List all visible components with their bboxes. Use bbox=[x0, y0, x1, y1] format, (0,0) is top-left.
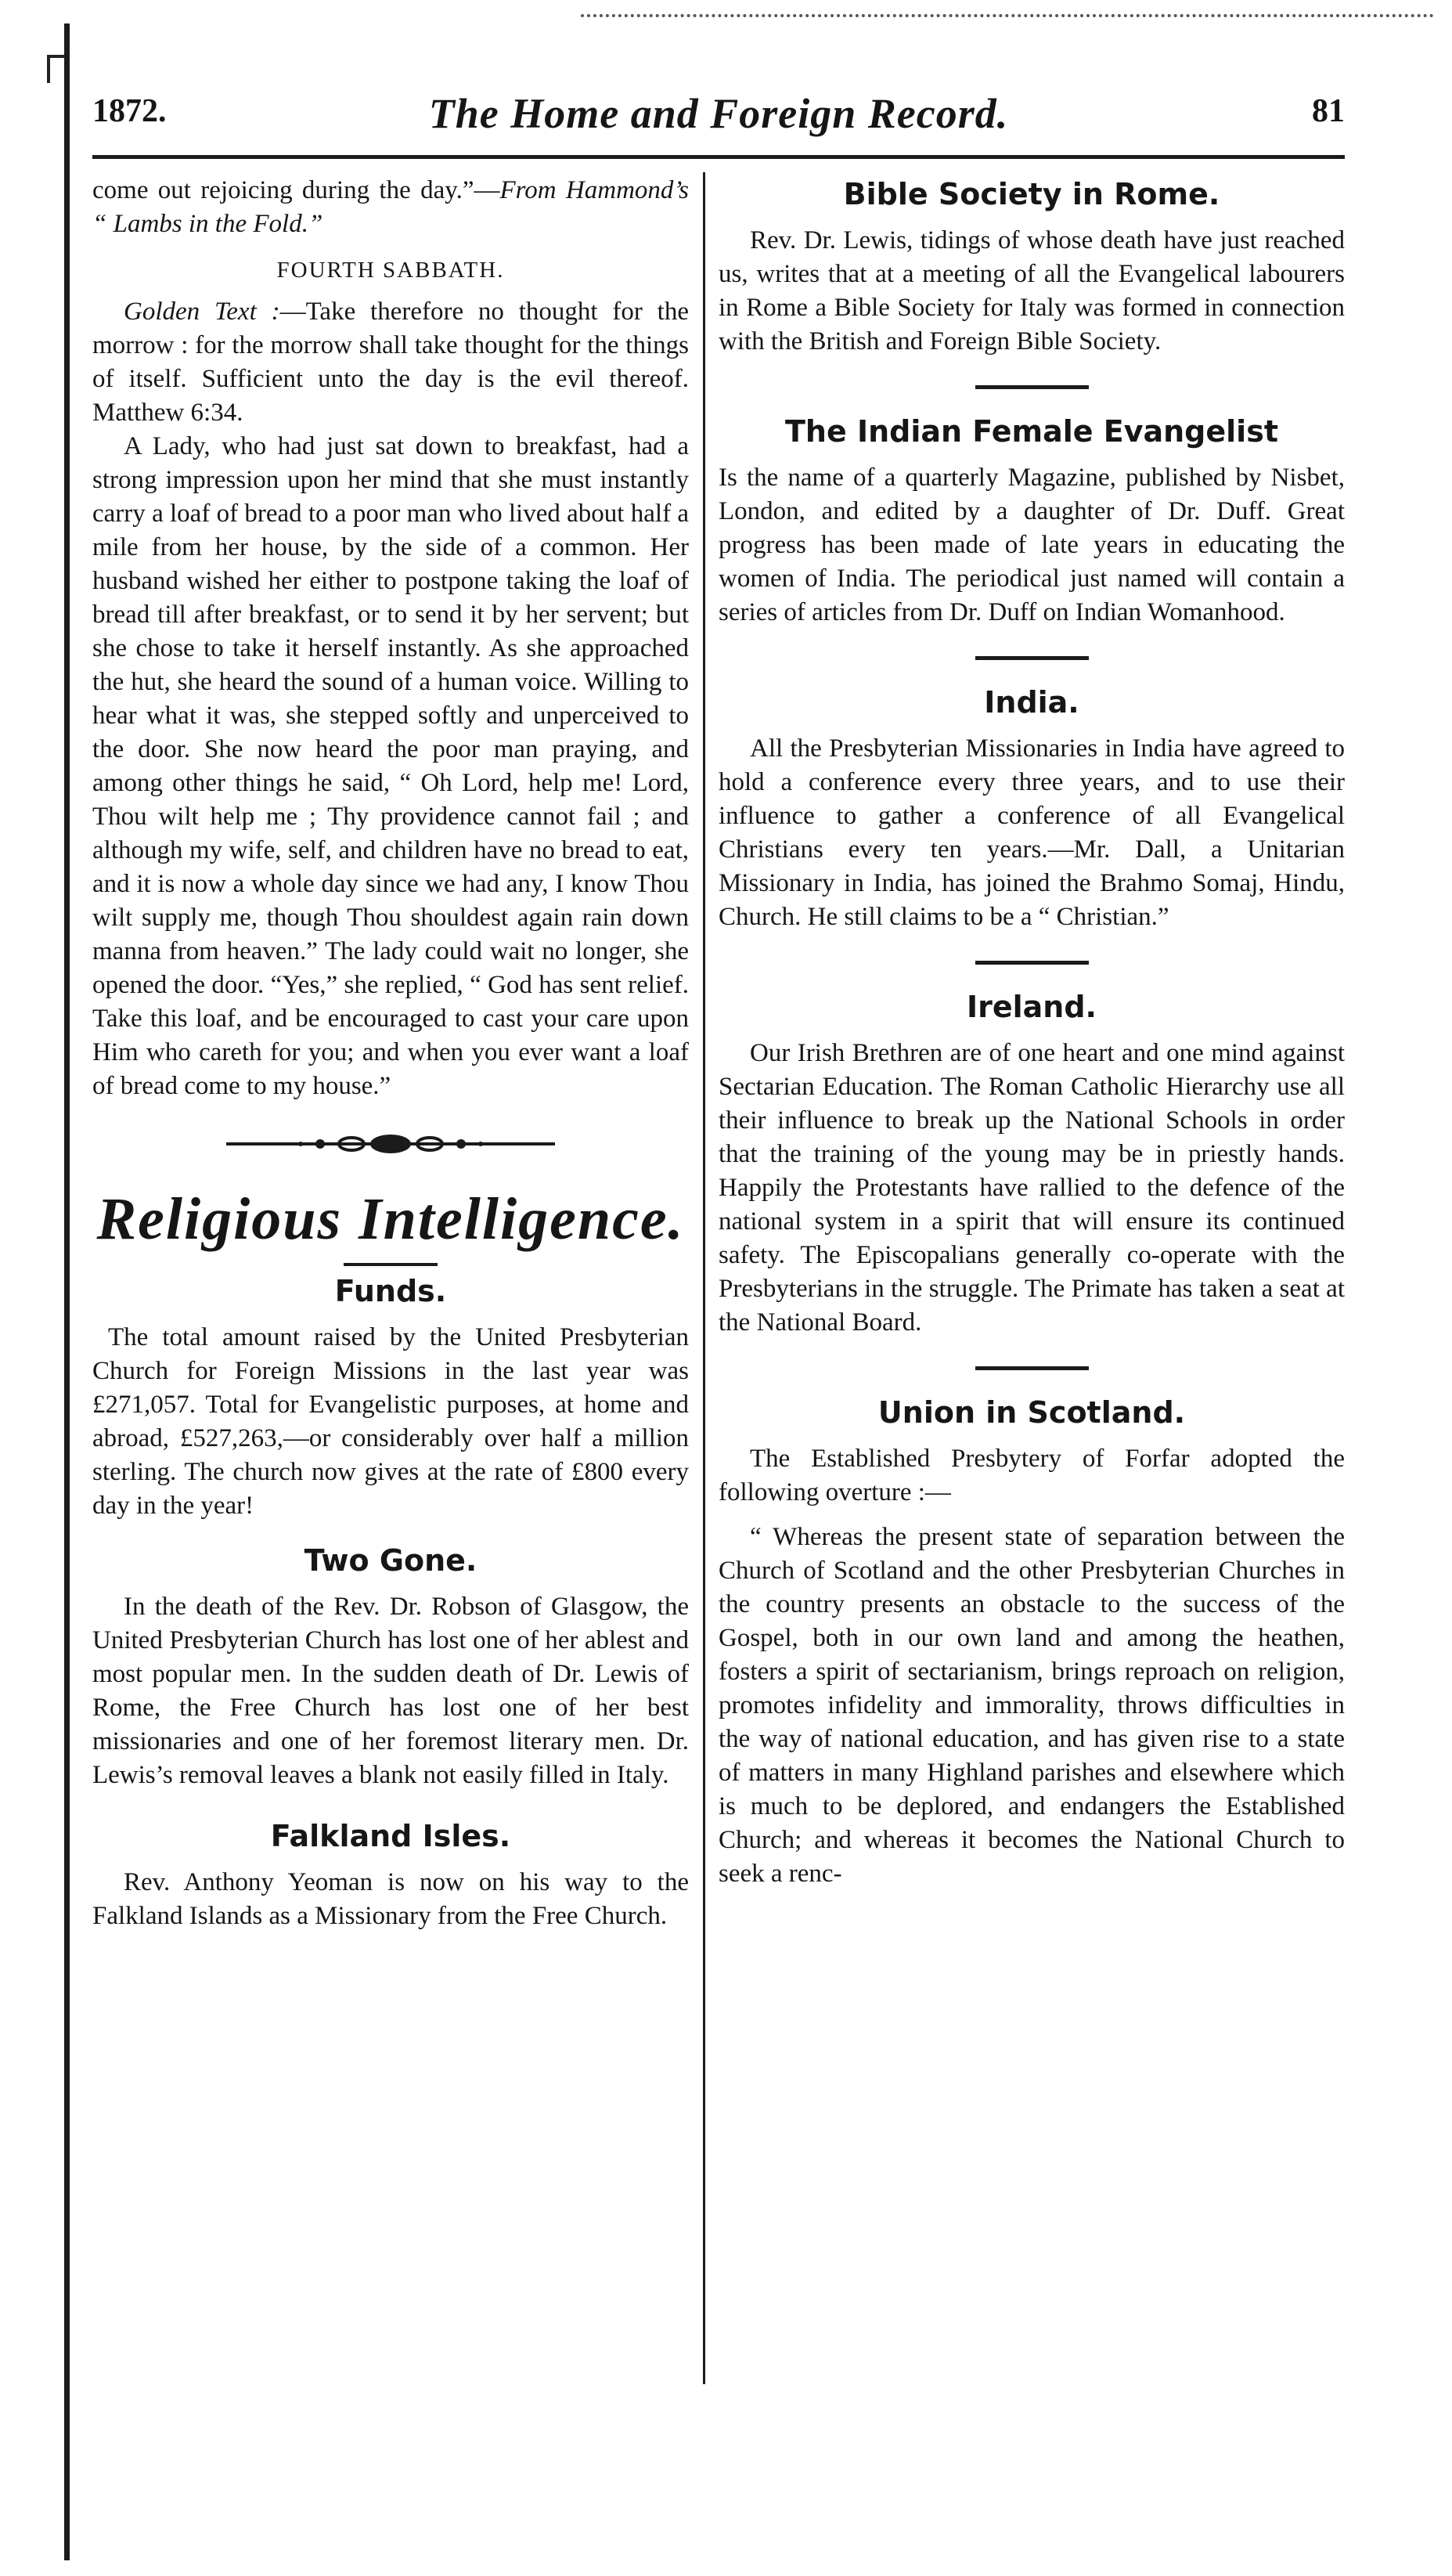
article-body: All the Presbyterian Missionaries in India have agreed to hold a conference every three years, and to use their influence to gather a conference of all Evangelical Christians every ten years.—Mr. Dall, a Unitarian Missionary in India, has joined the Brahmo Somaj, Hindu, Church. He still claims to be a “ Christian.” bbox=[719, 734, 1345, 931]
article-heading: India. bbox=[984, 685, 1079, 720]
top-dotted-edge bbox=[581, 14, 1434, 17]
article-separator bbox=[975, 961, 1089, 965]
article-body: Rev. Anthony Yeoman is now on his way to the Falkland Islands as a Missionary from the Free Church. bbox=[92, 1868, 689, 1930]
quote-ending bbox=[92, 174, 689, 241]
article-body: Is the name of a quarterly Magazine, published by Nisbet, London, and edited by a daughter of Dr. Duff. Great progress has been made of late years in educating the women of India. The periodical just named will contain a series of articles from Dr. Duff on Indian Womanhood. bbox=[719, 464, 1345, 626]
article-body: Rev. Dr. Lewis, tidings of whose death have just reached us, writes that at a meeting of all the Evangelical labourers in Rome a Bible Society for Italy was formed in connection with the British and Foreign Bible Society. bbox=[719, 226, 1345, 355]
golden-text bbox=[92, 295, 689, 430]
section-title: Religious Intelligence. bbox=[96, 1186, 685, 1252]
header-year: 1872. bbox=[92, 93, 167, 129]
golden-text-label: Golden Text : bbox=[124, 298, 280, 326]
article-heading: Falkland Isles. bbox=[270, 1819, 511, 1853]
article-separator bbox=[975, 1366, 1089, 1370]
article-separator bbox=[975, 656, 1089, 660]
journal-title: The Home and Foreign Record. bbox=[428, 90, 1009, 137]
right-column bbox=[719, 174, 1345, 1891]
article-heading: Bible Society in Rome. bbox=[843, 177, 1220, 211]
story-paragraph: A Lady, who had just sat down to breakfast, had a strong impression upon her mind that she must instantly carry a loaf of bread to a poor man who lived about half a mile from her house, by the side of a common. Her husband wished her either to postpone taking the loaf of bread till after breakfast, or to send it by her servent; but she chose to take it herself instantly. As she approached the hut, she heard the sound of a human voice. Willing to hear what it was, she stepped softly and unperceived to the door. She now heard the poor man praying, and among other things he said, “ Oh Lord, help me! Lord, Thou wilt help me ; Thy providence cannot fail ; and although my wife, self, and children have no bread to eat, and it is now a whole day since we had any, I know Thou wilt supply me, though Thou shouldest again rain down manna from heaven.” The lady could wait no longer, she opened the door. “Yes,” she replied, “ God has sent relief. Take this loaf, and be encouraged to cast your care upon Him who careth for you; and when you ever want a loaf of bread come to my house.” bbox=[92, 432, 689, 1100]
binding-edge bbox=[64, 23, 70, 2560]
quote-source: From Hammond’s “ Lambs in the Fold.” bbox=[92, 176, 689, 238]
article-heading: Funds. bbox=[334, 1274, 447, 1308]
article-heading: Two Gone. bbox=[304, 1543, 477, 1578]
article-heading: Union in Scotland. bbox=[877, 1395, 1186, 1430]
article-body: The total amount raised by the United Presbyterian Church for Foreign Missions in the last year was £271,057. Total for Evangelistic purposes, at home and abroad, £527,263,—or considerably over half a million sterling. The church now gives at the rate of £800 every day in the year! bbox=[92, 1323, 689, 1520]
left-column bbox=[92, 174, 689, 1933]
column-divider bbox=[703, 172, 705, 2384]
quote-end-text: come out rejoicing during the day.”— bbox=[92, 176, 500, 204]
page-header bbox=[92, 92, 1345, 147]
overture-quote: “ Whereas the present state of separation between the Church of Scotland and the other Presbyterian Churches in the country presents an obstacle to the success of the Gospel, both in our own land and among the heathen, fosters a spirit of sectarianism, brings reproach on religion, promotes infidelity and immorality, throws difficulties in the way of national education, and has given rise to a state of matters in many Highland parishes and elsewhere which is much to be deplored, and endangers the Established Church; and whereas it becomes the National Church to seek a renc- bbox=[719, 1523, 1345, 1888]
section-title-rule bbox=[344, 1263, 438, 1266]
article-body: In the death of the Rev. Dr. Robson of Glasgow, the United Presbyterian Church has lost one of her ablest and most popular men. In the sudden death of Dr. Lewis of Rome, the Free Church has lost one of her best missionaries and one of her foremost literary men. Dr. Lewis’s removal leaves a blank not easily filled in Italy. bbox=[92, 1593, 689, 1789]
article-heading: The Indian Female Evangelist bbox=[784, 414, 1278, 449]
ornament-divider bbox=[226, 1128, 555, 1160]
sabbath-heading: FOURTH SABBATH. bbox=[276, 258, 505, 283]
article-body: The Established Presbytery of Forfar adopted the following overture :— bbox=[719, 1445, 1345, 1506]
page-number: 81 bbox=[1312, 93, 1345, 129]
header-rule bbox=[92, 155, 1345, 159]
golden-text-body: —Take therefore no thought for the morrow : for the morrow shall take thought for the things of itself. Sufficient unto the day is the evil thereof. Matthew 6:34. bbox=[92, 298, 689, 427]
article-body: Our Irish Brethren are of one heart and one mind against Sectarian Education. The Roman Catholic Hierarchy use all their influence to break up the National Schools in order that the training of the young may be in priestly hands. Happily the Protestants have rallied to the defence of the national system in a spirit that will ensure its continued safety. The Episcopalians generally co-operate with the Presbyterians in the struggle. The Primate has taken a seat at the National Board. bbox=[719, 1039, 1345, 1337]
article-separator bbox=[975, 385, 1089, 389]
article-heading: Ireland. bbox=[966, 990, 1097, 1024]
